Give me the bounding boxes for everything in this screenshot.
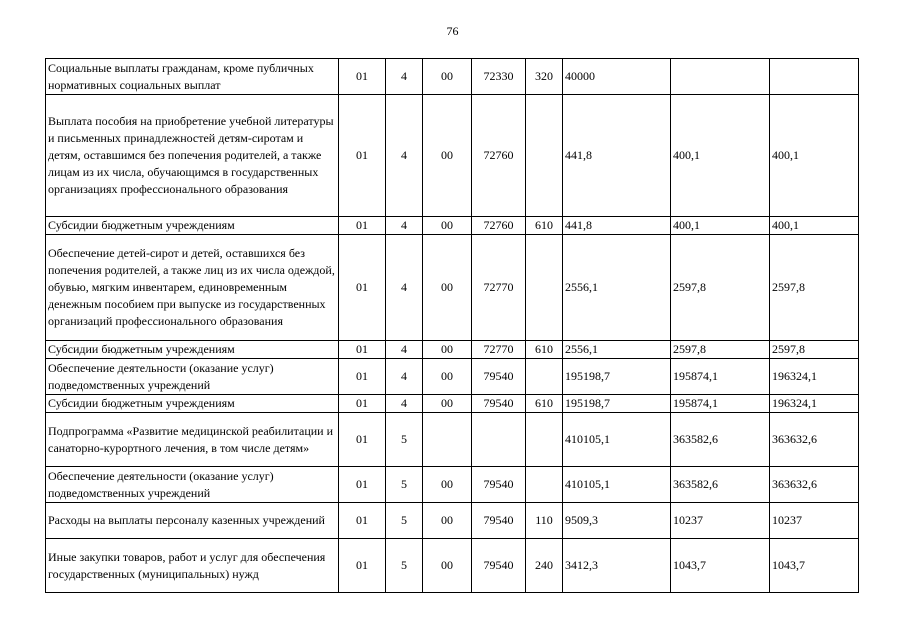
code-cell: 01 [339,413,386,467]
value-cell: 2556,1 [563,235,671,341]
value-cell: 196324,1 [770,359,859,395]
code-cell: 72760 [472,95,526,217]
row-name: Субсидии бюджетным учреждениям [46,217,339,235]
code-cell: 00 [423,341,472,359]
value-cell: 196324,1 [770,395,859,413]
row-name: Обеспечение деятельности (оказание услуг) подведомственных учреждений [46,359,339,395]
code-cell: 00 [423,359,472,395]
value-cell: 195198,7 [563,395,671,413]
code-cell: 00 [423,467,472,503]
code-cell: 5 [386,539,423,593]
row-name: Субсидии бюджетным учреждениям [46,341,339,359]
code-cell: 79540 [472,503,526,539]
table-row [46,503,859,539]
value-cell: 10237 [671,503,770,539]
code-cell: 00 [423,217,472,235]
value-cell: 410105,1 [563,413,671,467]
budget-table [45,58,859,593]
code-cell: 00 [423,59,472,95]
table-row [46,413,859,467]
code-cell [526,235,563,341]
row-name: Расходы на выплаты персоналу казенных учреждений [46,503,339,539]
code-cell: 110 [526,503,563,539]
code-cell: 4 [386,395,423,413]
value-cell: 195874,1 [671,395,770,413]
table-row [46,95,859,217]
table-row [46,467,859,503]
table-row [46,235,859,341]
value-cell: 400,1 [671,95,770,217]
value-cell: 363632,6 [770,413,859,467]
code-cell: 79540 [472,359,526,395]
value-cell [671,59,770,95]
code-cell: 79540 [472,539,526,593]
code-cell: 00 [423,539,472,593]
code-cell: 610 [526,217,563,235]
value-cell: 40000 [563,59,671,95]
value-cell: 400,1 [770,95,859,217]
code-cell: 4 [386,359,423,395]
code-cell: 01 [339,59,386,95]
row-name: Обеспечение детей-сирот и детей, оставшихся без попечения родителей, а также лиц из их числа одеждой, обувью, мягким инвентарем, единовременным денежным пособием при выпуске из государственных организаций профессионального образования [46,235,339,341]
row-name: Обеспечение деятельности (оказание услуг) подведомственных учреждений [46,467,339,503]
code-cell: 01 [339,341,386,359]
value-cell: 363582,6 [671,413,770,467]
code-cell: 79540 [472,467,526,503]
code-cell: 72770 [472,235,526,341]
value-cell: 9509,3 [563,503,671,539]
table-row [46,395,859,413]
table-row [46,341,859,359]
code-cell: 01 [339,235,386,341]
code-cell [526,467,563,503]
row-name: Субсидии бюджетным учреждениям [46,395,339,413]
value-cell: 1043,7 [671,539,770,593]
code-cell: 5 [386,503,423,539]
code-cell: 00 [423,235,472,341]
row-name: Социальные выплаты гражданам, кроме публичных нормативных социальных выплат [46,59,339,95]
value-cell: 3412,3 [563,539,671,593]
table-row [46,359,859,395]
value-cell: 195874,1 [671,359,770,395]
row-name: Иные закупки товаров, работ и услуг для обеспечения государственных (муниципальных) нужд [46,539,339,593]
table-row [46,539,859,593]
code-cell: 72330 [472,59,526,95]
code-cell: 01 [339,467,386,503]
value-cell: 441,8 [563,217,671,235]
code-cell: 00 [423,395,472,413]
value-cell: 2597,8 [770,341,859,359]
code-cell [423,413,472,467]
code-cell: 01 [339,539,386,593]
code-cell: 240 [526,539,563,593]
value-cell [770,59,859,95]
code-cell: 5 [386,413,423,467]
value-cell: 400,1 [770,217,859,235]
table-row [46,217,859,235]
code-cell: 72760 [472,217,526,235]
row-name: Подпрограмма «Развитие медицинской реабилитации и санаторно-курортного лечения, в том числе детям» [46,413,339,467]
code-cell: 01 [339,395,386,413]
code-cell [526,413,563,467]
code-cell: 5 [386,467,423,503]
code-cell: 79540 [472,395,526,413]
code-cell [472,413,526,467]
value-cell: 441,8 [563,95,671,217]
value-cell: 2597,8 [770,235,859,341]
value-cell: 195198,7 [563,359,671,395]
code-cell: 320 [526,59,563,95]
code-cell: 72770 [472,341,526,359]
value-cell: 410105,1 [563,467,671,503]
code-cell: 01 [339,217,386,235]
value-cell: 1043,7 [770,539,859,593]
code-cell: 01 [339,359,386,395]
code-cell: 00 [423,503,472,539]
table-row [46,59,859,95]
code-cell: 610 [526,395,563,413]
value-cell: 2597,8 [671,341,770,359]
code-cell: 01 [339,95,386,217]
row-name: Выплата пособия на приобретение учебной литературы и письменных принадлежностей детям-сиротам и детям, оставшимся без попечения родителей, а также лицам из их числа, обучающимся в государственных организациях профессионального образования [46,95,339,217]
value-cell: 2597,8 [671,235,770,341]
code-cell: 4 [386,59,423,95]
value-cell: 400,1 [671,217,770,235]
code-cell [526,95,563,217]
page-number: 76 [446,24,459,38]
value-cell: 2556,1 [563,341,671,359]
code-cell: 01 [339,503,386,539]
value-cell: 10237 [770,503,859,539]
value-cell: 363632,6 [770,467,859,503]
code-cell: 4 [386,341,423,359]
code-cell: 4 [386,217,423,235]
code-cell: 00 [423,95,472,217]
code-cell [526,359,563,395]
code-cell: 4 [386,95,423,217]
code-cell: 610 [526,341,563,359]
code-cell: 4 [386,235,423,341]
value-cell: 363582,6 [671,467,770,503]
